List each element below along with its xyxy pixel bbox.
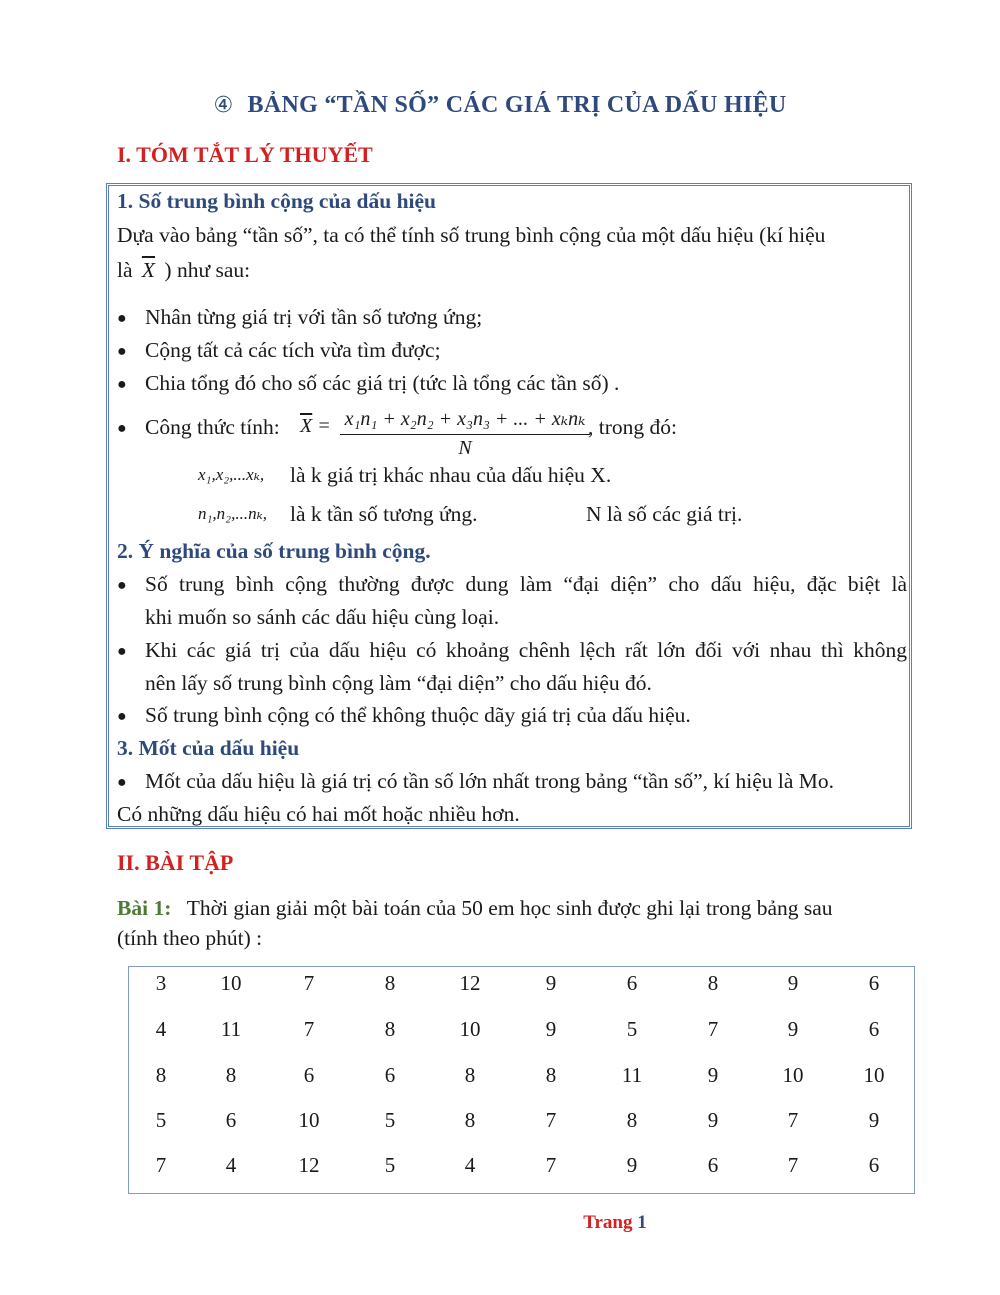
meaning-2b: nên lấy số trung bình cộng làm “đại diện” cho dấu hiệu đó. [145,671,652,695]
section-heading-theory: I. TÓM TẮT LÝ THUYẾT [117,142,373,167]
table-cell: 5 [155,1108,167,1132]
table-cell: 9 [545,1017,557,1041]
table-cell: 6 [868,1153,880,1177]
meaning-1b: khi muốn so sánh các dấu hiệu cùng loại. [145,605,500,629]
data-table [128,966,915,1194]
table-cell: 9 [707,1108,719,1132]
table-cell: 11 [220,1017,242,1041]
bullet-icon: ● [117,577,127,594]
table-cell: 9 [868,1108,880,1132]
intro-text-b: ) như sau: [164,258,251,282]
table-cell: 10 [220,971,242,995]
table-cell: 4 [464,1153,476,1177]
table-cell: 6 [303,1063,315,1087]
x-variables: x₁,x₂,...xₖ, [198,465,265,484]
page-number: 1 [637,1212,647,1233]
formula-numerator: x₁n₁ + x₂n₂ + x₃n₃ + ... + xₖnₖ [340,406,590,435]
bullet-icon: ● [117,643,127,660]
table-cell: 7 [303,1017,315,1041]
exercise-line-2: (tính theo phút) : [117,926,263,950]
intro-text-a: là [117,258,133,282]
circled-four-icon: ④ [213,93,234,118]
intro-line-1: Dựa vào bảng “tần số”, ta có thể tính số trung bình cộng của một dấu hiệu (kí hiệu [117,223,826,247]
table-cell: 6 [707,1153,719,1177]
formula-after: , trong đó: [588,415,677,439]
table-cell: 10 [782,1063,804,1087]
table-cell: 6 [384,1063,396,1087]
table-cell: 8 [707,971,719,995]
table-cell: 9 [787,971,799,995]
bullet-icon: ● [117,376,127,393]
table-cell: 12 [298,1153,320,1177]
table-cell: 7 [545,1153,557,1177]
table-cell: 8 [155,1063,167,1087]
mode-line-2: Có những dấu hiệu có hai mốt hoặc nhiều hơn. [117,802,520,826]
table-cell: 10 [863,1063,885,1087]
table-cell: 7 [155,1153,167,1177]
exercise-text: Thời gian giải một bài toán của 50 em học sinh được ghi lại trong bảng sau [186,896,833,920]
step-2: Cộng tất cả các tích vừa tìm được; [145,338,441,362]
table-cell: 11 [621,1063,643,1087]
table-cell: 8 [384,971,396,995]
table-cell: 8 [464,1108,476,1132]
subheading-meaning: 2. Ý nghĩa của số trung bình cộng. [117,539,431,563]
table-cell: 9 [545,971,557,995]
table-cell: 5 [626,1017,638,1041]
page-title [0,92,1000,119]
page-title-text: BẢNG “TẦN SỐ” CÁC GIÁ TRỊ CỦA DẤU HIỆU [247,92,787,118]
table-cell: 8 [384,1017,396,1041]
bullet-icon: ● [117,708,127,725]
meaning-3: Số trung bình cộng có thể không thuộc dãy giá trị của dấu hiệu. [145,703,691,727]
formula-lhs: $\overline{X}$ = [300,415,331,437]
formula-fraction [340,406,590,460]
formula-denominator: N [458,437,472,459]
table-cell: 7 [303,971,315,995]
bullet-icon: ● [117,420,127,437]
meaning-1a: Số trung bình cộng thường được dung làm “đại diện” cho dấu hiệu, đặc biệt là [145,572,907,596]
table-cell: 9 [626,1153,638,1177]
n-description: là k tần số tương ứng. [290,502,478,526]
bullet-icon: ● [117,310,127,327]
x-description: là k giá trị khác nhau của dấu hiệu X. [290,463,612,487]
table-cell: 4 [225,1153,237,1177]
exercise-line-1 [117,896,833,921]
table-cell: 7 [787,1153,799,1177]
exercise-label: Bài 1: [117,896,172,920]
table-cell: 3 [155,971,167,995]
table-cell: 9 [707,1063,719,1087]
table-cell: 7 [545,1108,557,1132]
intro-line-2 [117,258,250,283]
table-cell: 10 [459,1017,481,1041]
table-cell: 8 [225,1063,237,1087]
table-cell: 12 [459,971,481,995]
page-footer [0,1212,1000,1234]
subheading-mean: 1. Số trung bình cộng của dấu hiệu [117,189,437,213]
formula-label: Công thức tính: [145,415,280,439]
table-cell: 5 [384,1153,396,1177]
bullet-icon: ● [117,343,127,360]
formula-mean-symbol: $\overline{X}$ [300,415,313,437]
table-cell: 5 [384,1108,396,1132]
mode-line-1: Mốt của dấu hiệu là giá trị có tần số lớn nhất trong bảng “tần số”, kí hiệu là Mo. [145,769,835,793]
bullet-icon: ● [117,774,127,791]
section-heading-exercises: II. BÀI TẬP [117,850,234,875]
table-cell: 4 [155,1017,167,1041]
table-cell: 10 [298,1108,320,1132]
table-cell: 8 [626,1108,638,1132]
step-1: Nhân từng giá trị với tần số tương ứng; [145,305,483,329]
table-cell: 7 [787,1108,799,1132]
mean-symbol: $\overline{X}$ [141,258,156,282]
table-cell: 9 [787,1017,799,1041]
table-cell: 7 [707,1017,719,1041]
N-description: N là số các giá trị. [586,502,743,526]
table-cell: 6 [868,1017,880,1041]
n-variables: n₁,n₂,...nₖ, [198,504,268,523]
step-3: Chia tổng đó cho số các giá trị (tức là tổng các tần số) . [145,371,620,395]
table-cell: 8 [464,1063,476,1087]
table-cell: 8 [545,1063,557,1087]
table-cell: 6 [626,971,638,995]
table-cell: 6 [868,971,880,995]
meaning-2a: Khi các giá trị của dấu hiệu có khoảng chênh lệch rất lớn đối với nhau thì không [145,638,907,662]
subheading-mode: 3. Mốt của dấu hiệu [117,736,300,760]
page-label: Trang [583,1212,633,1233]
table-cell: 6 [225,1108,237,1132]
